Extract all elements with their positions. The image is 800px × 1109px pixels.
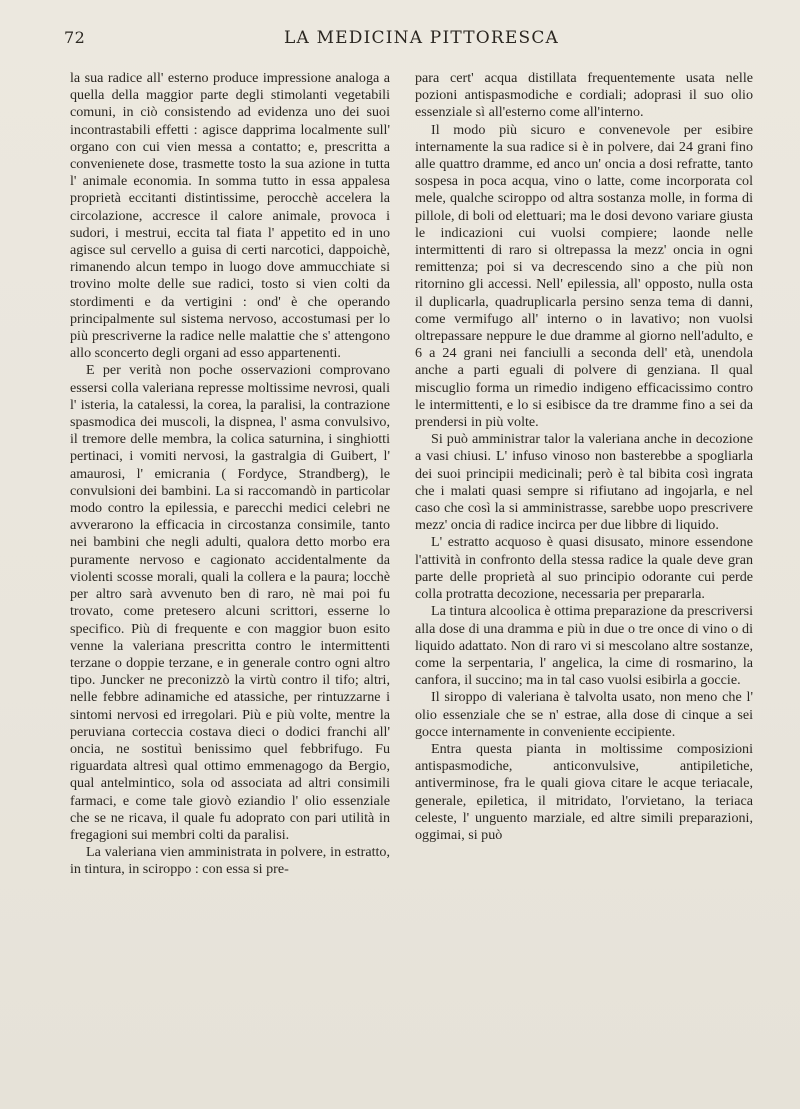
page-header <box>64 28 760 52</box>
paragraph: la sua radice all' esterno produce impressione analoga a quella della maggior parte degli stimolanti vegetabili comuni, in ciò consistendo ad evidenza uno dei suoi incontrastabili effetti : agisce dapprima localmente sull' organo con cui vien messa a contatto; e, prescritta a convenienete dose, trasmette tosto la sua azione in tutta l' animale economia. In somma tutto in essa appalesa proprietà eccitanti distintissime, perocchè accelera la circolazione, accresce il calore animale, provoca i sudori, i mestrui, eccita tal fiata l' appetito ed in uno agisce sul cervello a guisa di certi narcotici, dappoichè, rimanendo alcun tempo in luogo dove ammucchiate si trovino molte delle sue radici, tosto si vien colti da stordimenti e da vertigini : ond' è che operando principalmente sul sistema nervoso, accostumasi per lo più prescriverne la radice nelle malattie che s' attengono allo sconcerto degli organi ad esso appartenenti. <box>70 70 390 362</box>
left-text-column <box>70 70 390 879</box>
right-text-column <box>415 70 753 844</box>
running-title: LA MEDICINA PITTORESCA <box>284 28 560 48</box>
paragraph: Si può amministrar talor la valeriana anche in decozione a vasi chiusi. L' infuso vinoso non basterebbe a spogliarla dei suoi principii medicinali; però è tal bibita così ingrata che i malati quasi sempre si rifiutano ad ingojarla, e nel caso che così la si amministrasse, sarebbe uopo prescrivere mezz' oncia di radice incirca per due libbre di liquido. <box>415 431 753 534</box>
paragraph: E per verità non poche osservazioni comprovano essersi colla valeriana represse moltissime nevrosi, quali l' isteria, la catalessi, la corea, la paralisi, la contrazione spasmodica dei muscoli, la dispnea, l' asma convulsivo, il tremore delle membra, la colica saturnina, i singhiotti pertinaci, i vomiti nervosi, la gastralgia di Guibert, l' amaurosi, l' emicrania ( Fordyce, Strandberg), le convulsioni dei bambini. La si raccomandò in particolar modo contro la epilessia, e parecchi medici celebri ne avverarono la efficacia in circostanza consimile, tanto nei bambini che negli adulti, qualora detto morbo era puramente nervoso e cagionato accidentalmente da violenti scosse morali, quali la collera e la paura; locchè per altro sarà avvenuto ben di raro, nè mai poi fu trovato, come pretesero alcuni scrittori, esserne lo specifico. Più di frequente e con maggior buon esito venne la valeriana prescritta contro le intermittenti terzane o doppie terzane, e in generale contro ogni altro tipo. Juncker ne preconizzò la virtù contro il tifo; altri, nelle febbre adinamiche ed atassiche, per rintuzzarne i sintomi nervosi ed irregolari. Più e più volte, mentre la peruviana corteccia costava dieci o dodici franchi all' oncia, ne sostituì benissimo quel febbrifugo. Fu riguardata altresì qual ottimo emmenagogo da Bergio, qual antelmintico, sola od associata ad altri consimili farmaci, e come tale giovò eziandio l' olio essenziale che se ne ricava, il quale fu adoprato con pari utilità in fregagioni sui membri colti da paralisi. <box>70 362 390 843</box>
page-number: 72 <box>64 28 86 47</box>
paragraph: Il modo più sicuro e convenevole per esibire internamente la sua radice si è in polvere, dai 24 grani fino alle quattro dramme, ed anco un' oncia a dosi refratte, tanto sospesa in poca acqua, vino o latte, come incorporata col mele, qualche sciroppo od altra sostanza molle, in forma di pillole, di boli od elettuari; ma le dosi devono variare giusta le indicazioni cui vuolsi compiere; laonde nelle intermittenti di raro si oltrepassa la mezz' oncia in ogni remittenza; poi si va decrescendo sino a che più non ritornino gli accessi. Nell' epilessia, all' opposto, nulla osta il duplicarla, quadruplicarla persino senza tema di danni, come vermifugo all' interno o in lavativo; non vuolsi oltrepassare neppure le due dramme al giorno nell'adulto, e 6 a 24 grani nei fanciulli a seconda dell' età, unendola anche a parti eguali di polvere di genziana. Il qual miscuglio forma un rimedio indigeno efficacissimo contro le intermittenti, e lo si esibisce da tre dramme fino a sei da prendersi in più volte. <box>415 121 753 431</box>
paragraph: L' estratto acquoso è quasi disusato, minore essendone l'attività in confronto della stessa radice la quale deve gran parte delle proprietà al suo principio odorante cui perde colla protratta decozione, necessaria per prepararla. <box>415 534 753 603</box>
paragraph: La valeriana vien amministrata in polvere, in estratto, in tintura, in sciroppo : con essa si pre- <box>70 844 390 878</box>
paragraph: La tintura alcoolica è ottima preparazione da prescriversi alla dose di una dramma e più in due o tre once di vino o di liquido adattato. Non di raro vi si mescolano altre sostanze, come la serpentaria, l' angelica, la cime di rosmarino, la canfora, il succino; ma in tal caso vuolsi esibirla a goccie. <box>415 603 753 689</box>
paragraph: para cert' acqua distillata frequentemente usata nelle pozioni antispasmodiche e cordiali; adoprasi il suo olio essenziale sì all'esterno come all'interno. <box>415 70 753 121</box>
paragraph: Entra questa pianta in moltissime composizioni antispasmodiche, anticonvulsive, antipiletiche, antiverminose, fra le quali giova citare le acque teriacale, generale, epiletica, il mitridato, l'orvietano, la teriaca celeste, l' unguento marziale, ed altre simili preparazioni, oggimai, si può <box>415 740 753 843</box>
paragraph: Il siroppo di valeriana è talvolta usato, non meno che l' olio essenziale che se n' estrae, alla dose di cinque a sei gocce internamente in conveniente eccipiente. <box>415 689 753 740</box>
